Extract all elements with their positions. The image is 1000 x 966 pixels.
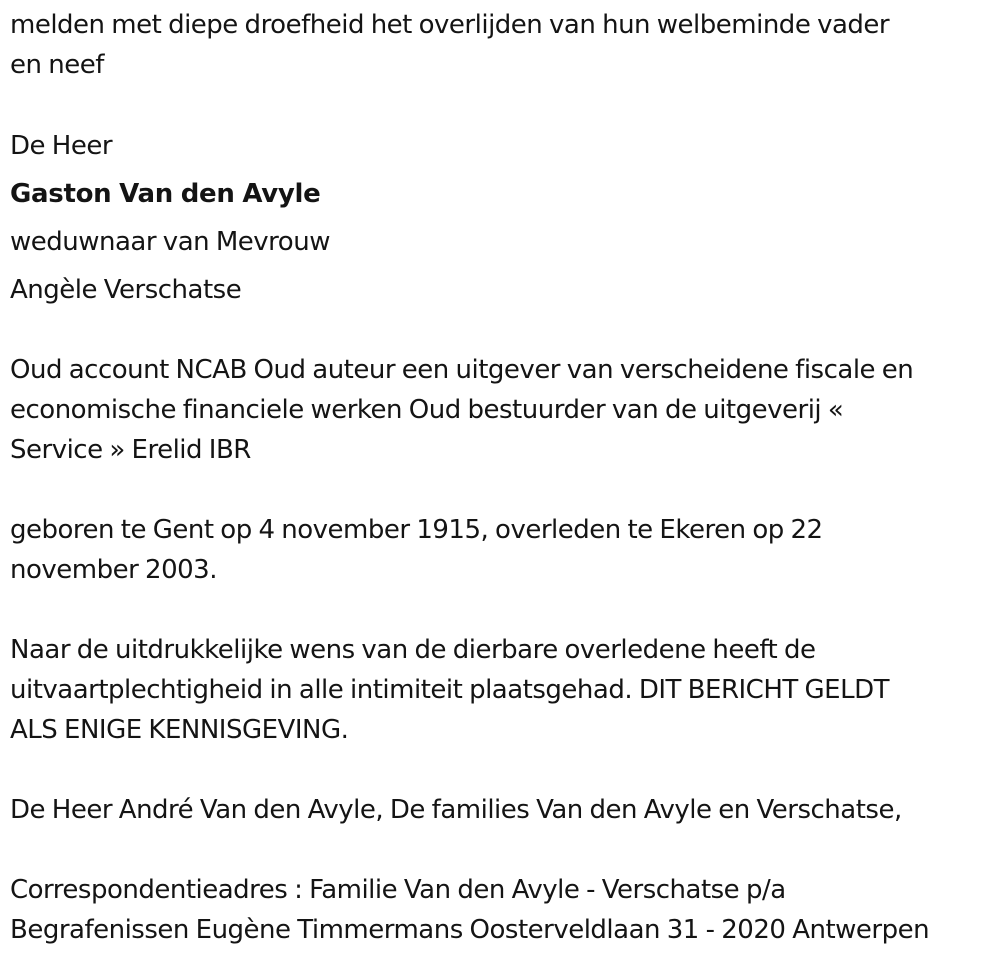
wish-line: Naar de uitdrukkelijke wens van de dierbare overledene heeft de [10, 635, 816, 665]
intro-line: en neef [10, 50, 104, 80]
dates-paragraph [10, 510, 995, 590]
career-line: economische financiele werken Oud bestuurder van de uitgeverij « [10, 395, 844, 425]
career-paragraph [10, 350, 995, 470]
deceased-title: De Heer [10, 131, 113, 161]
family-paragraph [10, 790, 995, 830]
career-line: Oud account NCAB Oud auteur een uitgever van verscheidene fiscale en [10, 355, 914, 385]
wish-line: ALS ENIGE KENNISGEVING. [10, 715, 349, 745]
dates-line: geboren te Gent op 4 november 1915, overleden te Ekeren op 22 [10, 515, 823, 545]
correspondence-line: Correspondentieadres : Familie Van den Avyle - Verschatse p/a [10, 875, 786, 905]
career-line: Service » Erelid IBR [10, 435, 251, 465]
deceased-name: Gaston Van den Avyle [10, 179, 321, 209]
dates-line: november 2003. [10, 555, 217, 585]
correspondence-line: Begrafenissen Eugène Timmermans Oosterveldlaan 31 - 2020 Antwerpen [10, 915, 930, 945]
correspondence-address [10, 870, 995, 950]
intro-line: melden met diepe droefheid het overlijden van hun welbeminde vader [10, 10, 890, 40]
widow-of-line: weduwnaar van Mevrouw [10, 227, 330, 257]
wish-line: uitvaartplechtigheid in alle intimiteit plaatsgehad. DIT BERICHT GELDT [10, 675, 889, 705]
wish-paragraph [10, 630, 995, 750]
family-line: De Heer André Van den Avyle, De families Van den Avyle en Verschatse, [10, 795, 902, 825]
spouse-name: Angèle Verschatse [10, 275, 242, 305]
intro-paragraph [10, 5, 995, 85]
